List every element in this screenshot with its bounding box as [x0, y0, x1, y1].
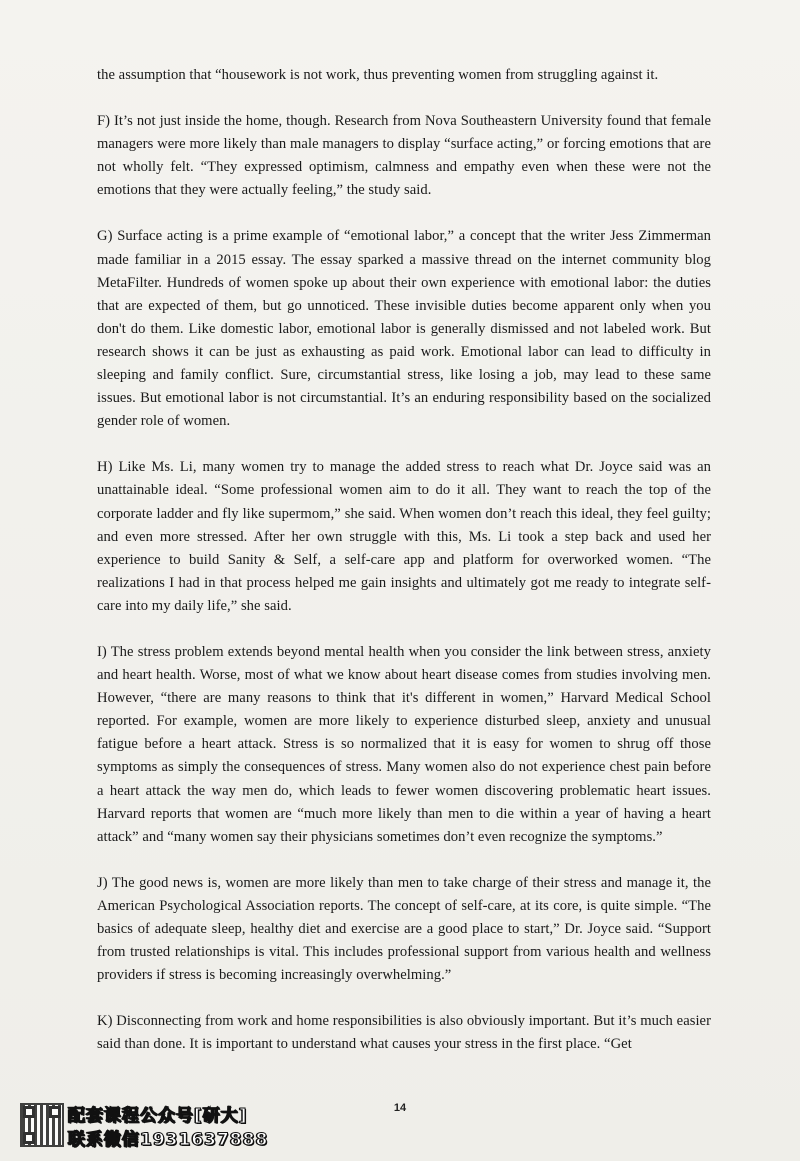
paragraph-f: F) It’s not just inside the home, though. Research from Nova Southeastern University found that female managers were more likely than male managers to display “surface acting,” or forcing emotions that are not wholly felt. “They expressed optimism, calmness and empathy even when these were not the emotions that they were actually feeling,” the study said.: [97, 113, 711, 199]
paragraph-gap: [97, 433, 711, 456]
paragraph-k: K) Disconnecting from work and home responsibilities is also obviously important. But it’s much easier said than done. It is important to understand what causes your stress in the first place. “Get: [97, 1013, 711, 1053]
paragraph-h: H) Like Ms. Li, many women try to manage the added stress to reach what Dr. Joyce said was an unattainable ideal. “Some professional women aim to do it all. They want to reach the top of the corporate ladder and fly like supermom,” she said. When women don’t reach this ideal, they feel guilty; and even more stressed. After her own struggle with this, Ms. Li took a step back and used her experience to build Sanity & Self, a self-care app and platform for overworked women. “The realizations I had in that process helped me gain insights and ultimately got me ready to integrate self-care into my daily life,” she said.: [97, 459, 711, 614]
qr-finder-pattern: [49, 1106, 61, 1118]
paragraph-gap: [97, 87, 711, 110]
paragraph-continuation: the assumption that “housework is not work, thus preventing women from struggling against it.: [97, 67, 659, 83]
paragraph-j: J) The good news is, women are more likely than men to take charge of their stress and manage it, the American Psychological Association reports. The concept of self-care, at its core, is quite simple. “The basics of adequate sleep, healthy diet and exercise are a good place to start,” Dr. Joyce said. “Support from trusted relationships is vital. This includes professional support from various health and wellness providers if stress is becoming increasingly overwhelming.”: [97, 874, 711, 984]
promo-text-line-1: 配套课程公众号[研大]: [68, 1106, 248, 1126]
paragraph-i: I) The stress problem extends beyond mental health when you consider the link between stress, anxiety and heart health. Worse, most of what we know about heart disease comes from studies involving men. However, “there are many reasons to think that it's different in women,” Harvard Medical School reported. For example, women are more likely to experience disturbed sleep, anxiety and unusual fatigue before a heart attack. Stress is so normalized that it is easy for women to shrug off those symptoms as simply the consequences of stress. Many women also do not experience chest pain before a heart attack the way men do, which leads to fewer women discovering problematic heart issues. Harvard reports that women are “much more likely than men to die within a year of having a heart attack” and “many women say their physicians sometimes don’t even recognize the symptoms.”: [97, 643, 711, 845]
document-body: [97, 64, 711, 1056]
promo-text-line-2: 联系微信1931637888: [68, 1130, 269, 1150]
paragraph-g: G) Surface acting is a prime example of “emotional labor,” a concept that the writer Jess Zimmerman made familiar in a 2015 essay. The essay sparked a massive thread on the internet community blog MetaFilter. Hundreds of women spoke up about their own experience with emotional labor: the duties that are expected of them, but go unnoticed. These invisible duties become apparent only when you don't do them. Like domestic labor, emotional labor is generally dismissed and not labeled work. But research shows it can be just as exhausting as paid work. Emotional labor can lead to difficulty in sleeping and family conflict. Sure, circumstantial stress, like losing a job, may lead to these same issues. But emotional labor is not circumstantial. It’s an enduring responsibility based on the socialized gender role of women.: [97, 228, 711, 430]
paragraph-gap: [97, 202, 711, 225]
paragraph-gap: [97, 618, 711, 641]
qr-finder-pattern: [23, 1132, 35, 1144]
paragraph-gap: [97, 987, 711, 1010]
qr-code-icon: [20, 1103, 64, 1147]
qr-finder-pattern: [23, 1106, 35, 1118]
footer-promo-badge: [20, 1101, 310, 1151]
paragraph-gap: [97, 849, 711, 872]
page-number: 14: [393, 1102, 407, 1114]
